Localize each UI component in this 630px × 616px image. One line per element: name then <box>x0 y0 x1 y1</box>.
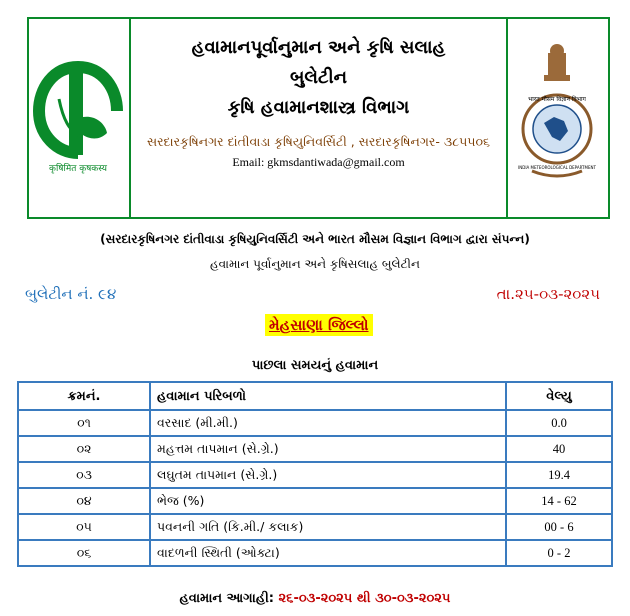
table-row <box>18 540 612 566</box>
row-number: ૦૪ <box>18 488 150 514</box>
header-title: હવામાનપૂર્વાનુમાન અને કૃષિ સલાહ <box>191 37 446 58</box>
row-number: ૦૬ <box>18 540 150 566</box>
bulletin-number: બુલેટીન નં. ૯૪ <box>25 285 117 303</box>
header-address: સરદારકૃષિનગર દાંતીવાડા કૃષિયુનિવર્સિટી , સરદારકૃષિનગર- ૩૮૫૫૦૬ <box>146 134 491 149</box>
row-parameter: પવનની ગતિ (કિ.મી./ કલાક) <box>150 514 506 540</box>
table-row <box>18 410 612 436</box>
table-header-row <box>18 382 612 410</box>
column-header-no: ક્રમનં. <box>18 382 150 410</box>
row-parameter: વરસાદ (મી.મી.) <box>150 410 506 436</box>
row-parameter: લઘુતમ તાપમાન (સે.ગ્રે.) <box>150 462 506 488</box>
bulletin-header <box>27 17 610 219</box>
past-weather-heading: પાછલા સમયનું હવામાન <box>251 358 379 373</box>
district-badge: મેહસાણા જિલ્લો <box>265 314 373 336</box>
row-number: ૦૫ <box>18 514 150 540</box>
table-row <box>18 436 612 462</box>
table-row <box>18 488 612 514</box>
header-title-bulletin: બુલેટીન <box>289 67 348 88</box>
imd-emblem-icon <box>508 19 606 217</box>
forecast-dates: ૨૬-૦૩-૨૦૨૫ થી ૩૦-૦૩-૨૦૨૫ <box>278 591 451 606</box>
university-logo-icon <box>29 19 127 217</box>
svg-text:INDIA METEOROLOGICAL DEPARTMEN: INDIA METEOROLOGICAL DEPARTMENT <box>518 165 596 170</box>
row-value: 0.0 <box>506 410 612 436</box>
forecast-label: હવામાન આગાહી: <box>179 591 274 606</box>
column-header-value: વેલ્યુ <box>506 382 612 410</box>
table-row <box>18 462 612 488</box>
row-number: ૦૩ <box>18 462 150 488</box>
bulletin-name: હવામાન પૂર્વાનુમાન અને કૃષિસલાહ બુલેટીન <box>210 257 420 271</box>
row-value: 14 - 62 <box>506 488 612 514</box>
university-logo <box>29 19 131 217</box>
header-email: Email: gkmsdantiwada@gmail.com <box>232 155 405 169</box>
imd-logo <box>506 19 608 217</box>
column-header-parameter: હવામાન પરિબળો <box>150 382 506 410</box>
row-value: 40 <box>506 436 612 462</box>
bulletin-date: તા.૨૫-૦૩-૨૦૨૫ <box>496 285 600 303</box>
row-number: ૦૨ <box>18 436 150 462</box>
university-line: (સરદારકૃષિનગર દાંતીવાડા કૃષિયુનિવર્સિટી અને ભારત મૌસમ વિજ્ઞાન વિભાગ દ્વારા સંપન્ન) <box>100 232 530 246</box>
weather-table <box>17 381 613 567</box>
row-parameter: ભેજ (%) <box>150 488 506 514</box>
forecast-heading <box>0 591 630 606</box>
row-parameter: વાદળની સ્થિતી (ઓક્ટા) <box>150 540 506 566</box>
row-value: 00 - 6 <box>506 514 612 540</box>
table-row <box>18 514 612 540</box>
svg-text:भारत मौसम विज्ञान विभाग: भारत मौसम विज्ञान विभाग <box>528 96 586 103</box>
row-value: 19.4 <box>506 462 612 488</box>
row-value: 0 - 2 <box>506 540 612 566</box>
svg-text:कृषिमित कृषकस्य: कृषिमित कृषकस्य <box>49 164 107 174</box>
row-number: ૦૧ <box>18 410 150 436</box>
department-title: કૃષિ હવામાનશાસ્ત્ર વિભાગ <box>227 97 410 118</box>
header-center <box>131 19 506 217</box>
row-parameter: મહત્તમ તાપમાન (સે.ગ્રે.) <box>150 436 506 462</box>
